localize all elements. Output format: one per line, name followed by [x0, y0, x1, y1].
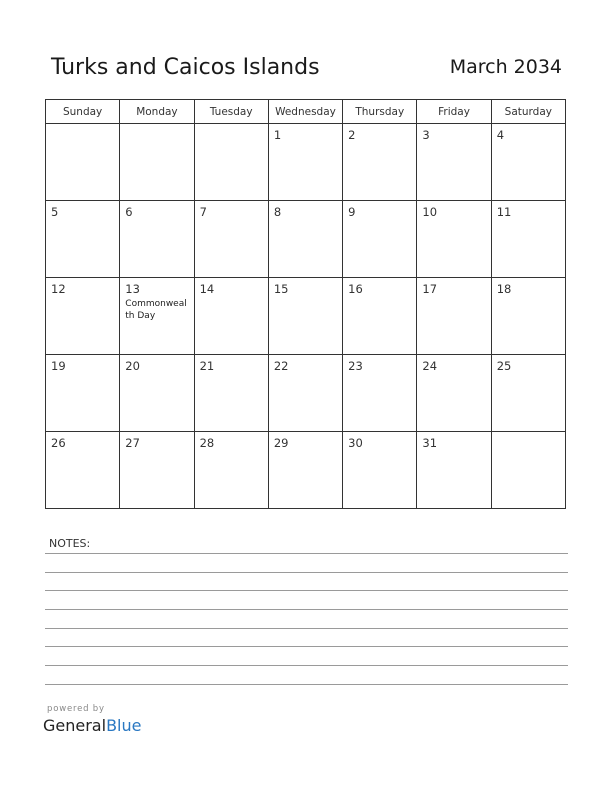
- weekday-header: Saturday: [491, 100, 565, 124]
- calendar-day-cell: [417, 432, 491, 509]
- day-number: 4: [496, 128, 505, 142]
- day-number: 9: [348, 205, 356, 219]
- calendar-week-row: [46, 355, 566, 432]
- calendar-day-cell: [194, 201, 268, 278]
- notes-line: [45, 665, 568, 666]
- day-number: 11: [496, 205, 512, 219]
- weekday-header: Friday: [417, 100, 491, 124]
- brand-general-text: General: [43, 716, 107, 735]
- day-number: 17: [422, 282, 438, 296]
- notes-line: [45, 590, 568, 591]
- calendar-empty-cell: [120, 124, 194, 201]
- day-number: 16: [348, 282, 363, 296]
- calendar-week-row: [46, 124, 566, 201]
- day-number: 19: [51, 359, 66, 373]
- calendar-day-cell: [268, 201, 342, 278]
- day-number: 6: [125, 205, 133, 219]
- notes-line: [45, 553, 568, 554]
- weekday-header: Wednesday: [268, 100, 342, 124]
- calendar-empty-cell: [194, 124, 268, 201]
- day-number: 23: [348, 359, 363, 373]
- calendar-day-cell: [491, 124, 565, 201]
- calendar-day-cell: [343, 278, 417, 355]
- calendar-day-cell: [46, 355, 120, 432]
- calendar-day-cell: [120, 201, 194, 278]
- weekday-header: Tuesday: [194, 100, 268, 124]
- day-number: 15: [273, 282, 289, 296]
- day-number: 20: [125, 359, 140, 373]
- day-number: 13: [125, 282, 140, 296]
- weekday-header: Sunday: [46, 100, 120, 124]
- weekday-header: Thursday: [343, 100, 417, 124]
- day-number: 8: [273, 205, 282, 219]
- calendar-day-cell: [120, 355, 194, 432]
- calendar-day-cell: [491, 278, 565, 355]
- day-number: 29: [273, 436, 289, 450]
- notes-line: [45, 609, 568, 610]
- day-number: 12: [51, 282, 66, 296]
- notes-line: [45, 628, 568, 629]
- day-number: 10: [422, 205, 438, 219]
- calendar-day-cell: [491, 201, 565, 278]
- calendar-day-cell: [268, 278, 342, 355]
- calendar-day-cell: [417, 355, 491, 432]
- day-number: 3: [422, 128, 430, 142]
- weekday-header: Monday: [120, 100, 194, 124]
- day-number: 7: [199, 205, 207, 219]
- month-calendar-grid: [45, 99, 566, 509]
- notes-line: [45, 684, 568, 685]
- calendar-day-cell: [268, 355, 342, 432]
- day-number: 1: [273, 128, 282, 142]
- generalblue-logo[interactable]: [43, 716, 141, 735]
- day-number: 2: [348, 128, 356, 142]
- calendar-day-cell: [491, 355, 565, 432]
- holiday-label: Commonwealth Day: [125, 299, 187, 321]
- calendar-day-cell: [417, 201, 491, 278]
- calendar-day-cell: [46, 278, 120, 355]
- calendar-empty-cell: [46, 124, 120, 201]
- calendar-week-row: [46, 201, 566, 278]
- calendar-country-title: Turks and Caicos Islands: [51, 55, 320, 80]
- calendar-day-cell: [343, 124, 417, 201]
- calendar-day-cell: [268, 124, 342, 201]
- day-number: 22: [273, 359, 289, 373]
- notes-label: NOTES:: [49, 537, 91, 550]
- day-number: 24: [422, 359, 438, 373]
- calendar-day-cell: [120, 432, 194, 509]
- calendar-day-cell: [417, 278, 491, 355]
- calendar-day-cell: [343, 432, 417, 509]
- calendar-day-cell: [268, 432, 342, 509]
- calendar-day-cell: [343, 201, 417, 278]
- day-number: 21: [199, 359, 215, 373]
- day-number: 5: [51, 205, 59, 219]
- notes-line: [45, 572, 568, 573]
- calendar-day-cell: [46, 432, 120, 509]
- calendar-day-cell: [194, 355, 268, 432]
- powered-by-text: powered by: [47, 704, 105, 714]
- calendar-day-cell: [417, 124, 491, 201]
- day-number: 27: [125, 436, 140, 450]
- calendar-day-cell: [194, 278, 268, 355]
- notes-line: [45, 646, 568, 647]
- calendar-day-cell: [194, 432, 268, 509]
- calendar-day-cell: [120, 278, 194, 355]
- day-number: 31: [422, 436, 438, 450]
- day-number: 18: [496, 282, 512, 296]
- calendar-day-cell: [46, 201, 120, 278]
- calendar-empty-cell: [491, 432, 565, 509]
- calendar-month-title: March 2034: [449, 56, 562, 78]
- calendar-week-row: [46, 432, 566, 509]
- day-number: 14: [199, 282, 215, 296]
- calendar-weeks: [46, 124, 566, 509]
- day-number: 26: [51, 436, 66, 450]
- day-number: 30: [348, 436, 363, 450]
- day-number: 25: [496, 359, 512, 373]
- calendar-week-row: [46, 278, 566, 355]
- day-number: 28: [199, 436, 215, 450]
- brand-blue-text: Blue: [106, 716, 142, 735]
- calendar-day-cell: [343, 355, 417, 432]
- weekday-header-row: [46, 100, 566, 124]
